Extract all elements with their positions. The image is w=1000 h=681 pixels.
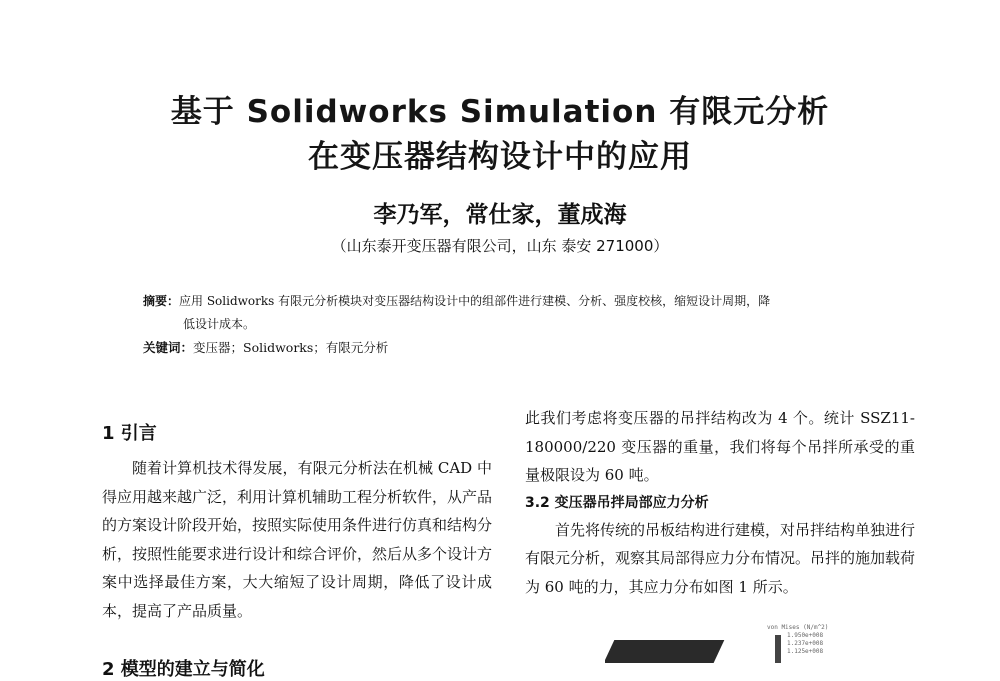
figure-legend-value: 1.237e+008 [787, 640, 824, 647]
author-list: 李乃军，常仕家，董成海 [373, 201, 627, 228]
abstract-text-continuation: 低设计成本。 [183, 317, 256, 331]
abstract [143, 290, 883, 336]
figure-legend-title: von Mises (N/m^2) [767, 624, 829, 631]
figure-legend-value: 1.950e+008 [787, 632, 824, 639]
affiliation: （山东泰开变压器有限公司，山东 泰安 271000） [331, 237, 669, 255]
right-paragraph-2: 首先将传统的吊板结构进行建模，对吊拌结构单独进行有限元分析，观察其局部得应力分布情况。吊拌的施加载荷为 60 吨的力，其应力分布如图 1 所示。 [525, 520, 916, 596]
keywords-text: 变压器；Solidworks；有限元分析 [193, 340, 389, 355]
right-column [525, 404, 915, 601]
subsection-heading: 3.2 变压器吊拌局部应力分析 [525, 494, 709, 511]
paper-title-line-1: 基于 Solidworks Simulation 有限元分析 [170, 94, 830, 130]
section-heading-cut-off: 2 模型的建立与简化 [102, 659, 265, 680]
figure-legend-value: 1.125e+008 [787, 648, 824, 655]
figure-legend-text [767, 624, 828, 656]
figure-model-shape [605, 640, 724, 663]
keywords-label: 关键词： [143, 340, 194, 355]
right-paragraph-1: 此我们考虑将变压器的吊拌结构改为 4 个。统计 SSZ11-180000/220 变压器的重量，我们将每个吊拌所承受的重量极限设为 60 吨。 [525, 409, 915, 484]
abstract-text: 应用 Solidworks 有限元分析模块对变压器结构设计中的组部件进行建模、分析、强度校核，缩短设计周期，降 [179, 294, 771, 308]
keywords [143, 338, 883, 358]
intro-paragraph: 随着计算机技术得发展，有限元分析法在机械 CAD 中得应用越来越广泛，利用计算机辅助工程分析软件，从产品的方案设计阶段开始，按照实际使用条件进行仿真和结构分析，按照性能要求进行设计和综合评价，然后从多个设计方案中选择最佳方案，大大缩短了设计周期，降低了设计成本，提高了产品质量。 [102, 459, 493, 620]
section-heading-introduction: 1 引言 [102, 423, 157, 444]
abstract-label: 摘要： [143, 294, 180, 308]
paper-title-line-2: 在变压器结构设计中的应用 [308, 139, 692, 175]
left-column [102, 420, 492, 625]
figure-1-stress-plot [605, 620, 835, 663]
